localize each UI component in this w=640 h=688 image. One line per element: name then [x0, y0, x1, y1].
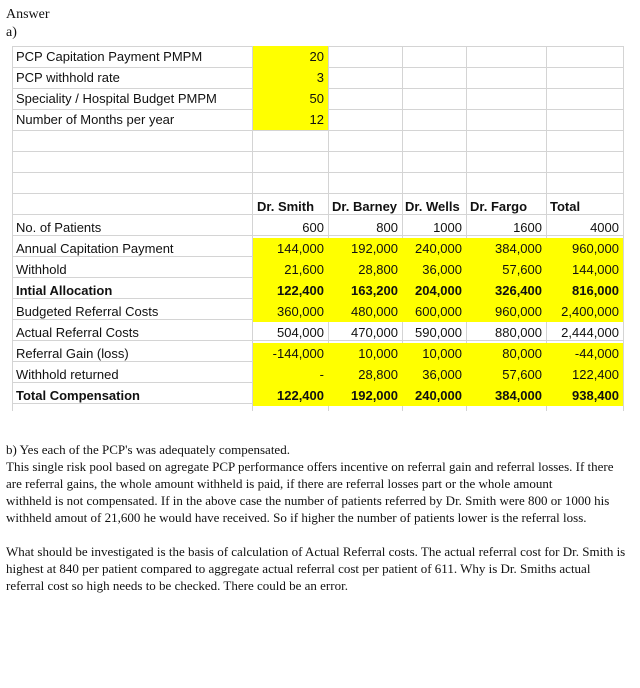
table-cell: 938,400 [546, 385, 623, 406]
table-cell: 122,400 [253, 385, 328, 406]
table-cell: 144,000 [546, 259, 623, 280]
row-label: Annual Capitation Payment [16, 241, 174, 256]
row-label: Intial Allocation [16, 283, 113, 298]
part-b-para2: withheld is not compensated. If in the above case the number of patients referred by Dr. Smith were 800 or 1000 his withheld amout of 21,600 he would have received. So if higher the number of patients lower is the referral loss. [6, 493, 610, 525]
row-label: Withhold [16, 262, 67, 277]
table-cell: 2,400,000 [546, 301, 623, 322]
table-cell: 816,000 [546, 280, 623, 301]
table-cell: 1000 [433, 220, 462, 235]
table-cell: 384,000 [466, 238, 546, 259]
table-cell: -144,000 [253, 343, 328, 364]
table-cell: 880,000 [495, 325, 542, 340]
table-cell: 57,600 [466, 259, 546, 280]
column-header: Dr. Smith [257, 199, 315, 214]
table-cell: 122,400 [546, 364, 623, 385]
column-header: Dr. Fargo [470, 199, 528, 214]
row-label: Budgeted Referral Costs [16, 304, 159, 319]
table-cell: 240,000 [402, 385, 466, 406]
column-header: Dr. Wells [405, 199, 460, 214]
table-cell: 470,000 [351, 325, 398, 340]
row-label: Actual Referral Costs [16, 325, 139, 340]
part-b-answer [6, 441, 630, 594]
table-cell: 28,800 [328, 259, 402, 280]
table-cell: 10,000 [328, 343, 402, 364]
table-cell: 144,000 [253, 238, 328, 259]
table-cell: 2,444,000 [561, 325, 619, 340]
column-header: Dr. Barney [332, 199, 398, 214]
table-cell: 57,600 [466, 364, 546, 385]
part-b-line1: b) Yes each of the PCP's was adequately compensated. [6, 442, 290, 457]
table-cell: 590,000 [415, 325, 462, 340]
table-cell: -44,000 [546, 343, 623, 364]
table-cell: 163,200 [328, 280, 402, 301]
table-cell: 960,000 [546, 238, 623, 259]
table-cell: - [253, 364, 328, 385]
table-cell: 1600 [513, 220, 542, 235]
input-label: Number of Months per year [16, 112, 175, 127]
table-cell: 192,000 [328, 238, 402, 259]
input-label: PCP Capitation Payment PMPM [16, 49, 203, 64]
part-a-label: a) [6, 25, 17, 40]
table-cell: 800 [376, 220, 398, 235]
table-cell: 326,400 [466, 280, 546, 301]
table-cell: 384,000 [466, 385, 546, 406]
table-cell: 204,000 [402, 280, 466, 301]
row-label: Total Compensation [16, 388, 140, 403]
table-cell: 504,000 [277, 325, 324, 340]
table-cell: 28,800 [328, 364, 402, 385]
table-cell: 21,600 [253, 259, 328, 280]
table-cell: 4000 [590, 220, 619, 235]
table-cell: 122,400 [253, 280, 328, 301]
table-cell: 36,000 [402, 364, 466, 385]
table-cell: 36,000 [402, 259, 466, 280]
table-cell: 80,000 [466, 343, 546, 364]
table-cell: 360,000 [253, 301, 328, 322]
part-b-para3: What should be investigated is the basis of calculation of Actual Referral costs. The actual referral cost for Dr. Smith is highest at 840 per patient compared to aggregate actual referral cost per patient of 611. Why is Dr. Smiths actual referral cost so high needs to be checked. There could be an error. [6, 544, 626, 593]
input-value: 12 [253, 109, 328, 130]
row-label: No. of Patients [16, 220, 102, 235]
input-label: Speciality / Hospital Budget PMPM [16, 91, 217, 106]
spreadsheet [12, 46, 624, 411]
row-label: Withhold returned [16, 367, 119, 382]
table-cell: 240,000 [402, 238, 466, 259]
input-value: 3 [253, 67, 328, 88]
input-label: PCP withhold rate [16, 70, 120, 85]
table-cell: 960,000 [466, 301, 546, 322]
input-value: 20 [253, 46, 328, 67]
part-b-para1: This single risk pool based on agregate PCP performance offers incentive on referral gain and referral losses. If there are referral gains, the whole amount withheld is paid, if there are referral losses part or the whole amount [6, 459, 614, 491]
row-label: Referral Gain (loss) [16, 346, 129, 361]
column-header: Total [550, 199, 581, 214]
table-cell: 192,000 [328, 385, 402, 406]
table-cell: 600 [302, 220, 324, 235]
table-cell: 600,000 [402, 301, 466, 322]
table-cell: 10,000 [402, 343, 466, 364]
table-cell: 480,000 [328, 301, 402, 322]
answer-heading: Answer [6, 7, 50, 22]
input-value: 50 [253, 88, 328, 109]
